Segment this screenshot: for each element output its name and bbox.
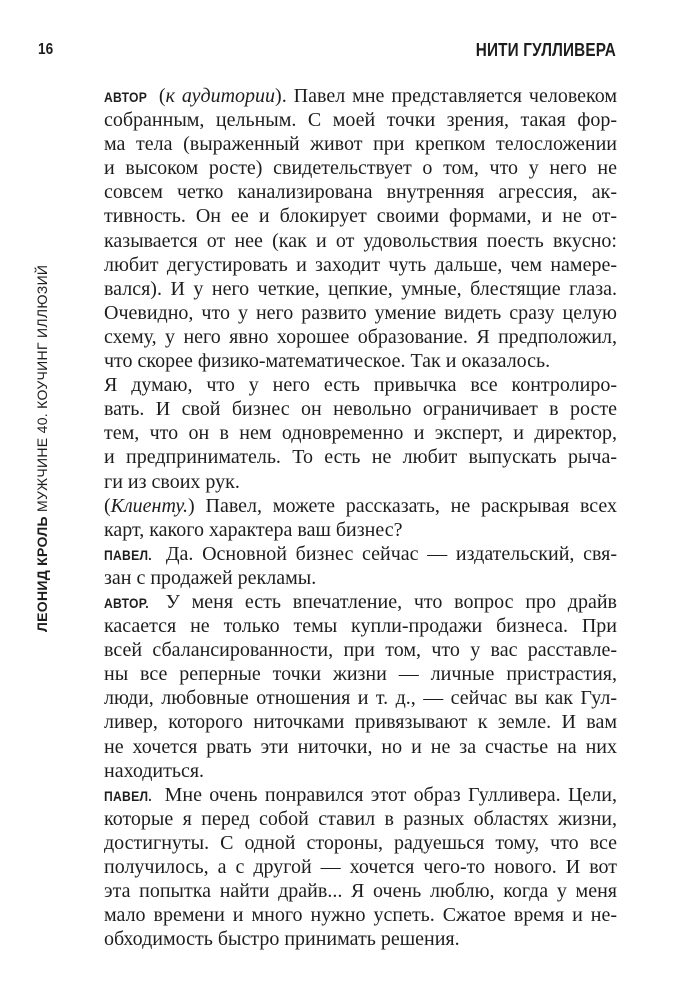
text-line	[104, 638, 617, 662]
italic-remark: к аудитории	[165, 85, 276, 107]
text-line	[104, 470, 617, 494]
text-run: ) Павел, можете рассказать, не раскрывая всех	[188, 494, 617, 517]
text-run: ма тела (выраженный живот при крепком телосложении	[104, 133, 617, 156]
text-line	[104, 397, 617, 421]
text-line	[104, 204, 617, 228]
text-run: Я думаю, что у него есть привычка все контролиро-	[104, 374, 617, 397]
text-line	[104, 301, 617, 325]
text-run: собранным, цельным. С моей точки зрения, такая фор-	[104, 109, 617, 132]
text-run: ги из своих рук.	[104, 470, 240, 493]
text-line	[104, 518, 617, 542]
text-line	[104, 349, 617, 373]
text-line	[104, 903, 617, 927]
side-running-head	[34, 265, 50, 632]
text-run: карт, какого характера ваш бизнес?	[104, 518, 403, 541]
text-run: касается не только темы купли-продажи бизнеса. При	[104, 615, 617, 638]
text-line	[104, 855, 617, 879]
text-run: Мне очень понравился этот образ Гулливера. Цели,	[157, 783, 617, 806]
text-line	[104, 807, 617, 831]
text-run: Очевидно, что у него развито умение видеть сразу целую	[104, 301, 617, 324]
text-run: любит дегустировать и заходит чуть дальше, чем намере-	[104, 253, 617, 276]
text-run: достигнуты. С одной стороны, радуешься тому, что все	[104, 831, 617, 854]
text-run: Да. Основной бизнес сейчас — издательский, свя-	[157, 542, 617, 565]
book-title: МУЖЧИНЕ 40. КОУЧИНГ ИЛЛЮЗИЙ	[34, 264, 50, 512]
text-run: вался). И у него четкие, цепкие, умные, блестящие глаза.	[104, 277, 617, 300]
text-line	[104, 494, 617, 518]
text-line	[104, 662, 617, 686]
text-line	[104, 614, 617, 638]
italic-remark: Клиенту.	[110, 494, 189, 517]
text-run: всей сбалансированности, при том, что у вас расставле-	[104, 639, 617, 662]
text-line	[104, 879, 617, 903]
text-line	[104, 445, 617, 469]
text-run: (	[104, 494, 111, 517]
text-run: (	[151, 85, 166, 107]
text-run: тем, что он в нем одновременно и эксперт, и директор,	[104, 422, 617, 445]
text-line	[104, 325, 617, 349]
text-run: вать. И свой бизнес он невольно ограничивает в росте	[104, 398, 617, 421]
text-line	[104, 180, 617, 204]
text-run: схему, у него явно хорошее образование. Я предположил,	[104, 325, 617, 348]
running-title: НИТИ ГУЛЛИВЕРА	[475, 40, 616, 60]
text-line	[104, 84, 617, 108]
text-line	[104, 156, 617, 180]
speaker-label: ПАВЕЛ.	[104, 788, 152, 804]
text-run: ливер, которого ниточками привязывают к земле. И вам	[104, 711, 617, 734]
text-run: казывается от нее (как и от удовольствия поесть вкусно:	[104, 229, 617, 252]
text-line	[104, 783, 617, 807]
text-line	[104, 229, 617, 253]
text-run: эта попытка найти драйв... Я очень люблю, когда у меня	[104, 880, 617, 903]
text-line	[104, 277, 617, 301]
text-run: и предприниматель. То есть не любит выпускать рыча-	[104, 446, 617, 469]
text-run: ны все реперные точки жизни — личные пристрастия,	[104, 663, 617, 686]
text-line	[104, 686, 617, 710]
text-run: не хочется рвать эти ниточки, но и не за счастье на них	[104, 735, 617, 758]
speaker-label: АВТОР	[104, 90, 148, 105]
text-run: которые я перед собой ставил в разных областях жизни,	[104, 807, 617, 830]
text-run: обходимость быстро принимать решения.	[104, 928, 460, 951]
text-line	[104, 590, 617, 614]
text-run: получилось, а с другой — хочется чего-то нового. И вот	[104, 856, 617, 878]
text-run: зан с продажей рекламы.	[104, 566, 317, 589]
text-line	[104, 831, 617, 855]
text-run: тивность. Он ее и блокирует своими формами, и не от-	[104, 205, 617, 228]
text-line	[104, 735, 617, 759]
text-run: и высоком росте) свидетельствует о том, что у него не	[104, 157, 617, 180]
text-line	[104, 421, 617, 445]
text-line	[104, 132, 617, 156]
text-run: находиться.	[104, 759, 205, 782]
text-run: люди, любовные отношения и т. д., — сейчас вы как Гул-	[104, 687, 617, 710]
text-line	[104, 108, 617, 132]
text-line	[104, 566, 617, 590]
text-line	[104, 927, 617, 951]
text-line	[104, 710, 617, 734]
text-line	[104, 373, 617, 397]
speaker-label: ПАВЕЛ.	[104, 547, 152, 563]
text-line	[104, 253, 617, 277]
page-body-text	[104, 84, 617, 951]
book-author: ЛЕОНИД КРОЛЬ	[34, 516, 50, 632]
text-run: ). Павел мне представляется человеком	[275, 85, 617, 107]
text-line	[104, 759, 617, 783]
page-number: 16	[38, 41, 54, 58]
speaker-label: АВТОР.	[104, 595, 149, 611]
text-line	[104, 542, 617, 566]
text-run: мало времени и много нужно успеть. Сжатое время и не-	[104, 904, 617, 927]
text-run: У меня есть впечатление, что вопрос про драйв	[153, 590, 617, 613]
text-run: что скорее физико-математическое. Так и оказалось.	[104, 350, 551, 373]
text-run: совсем четко канализирована внутренняя агрессия, ак-	[104, 181, 617, 204]
